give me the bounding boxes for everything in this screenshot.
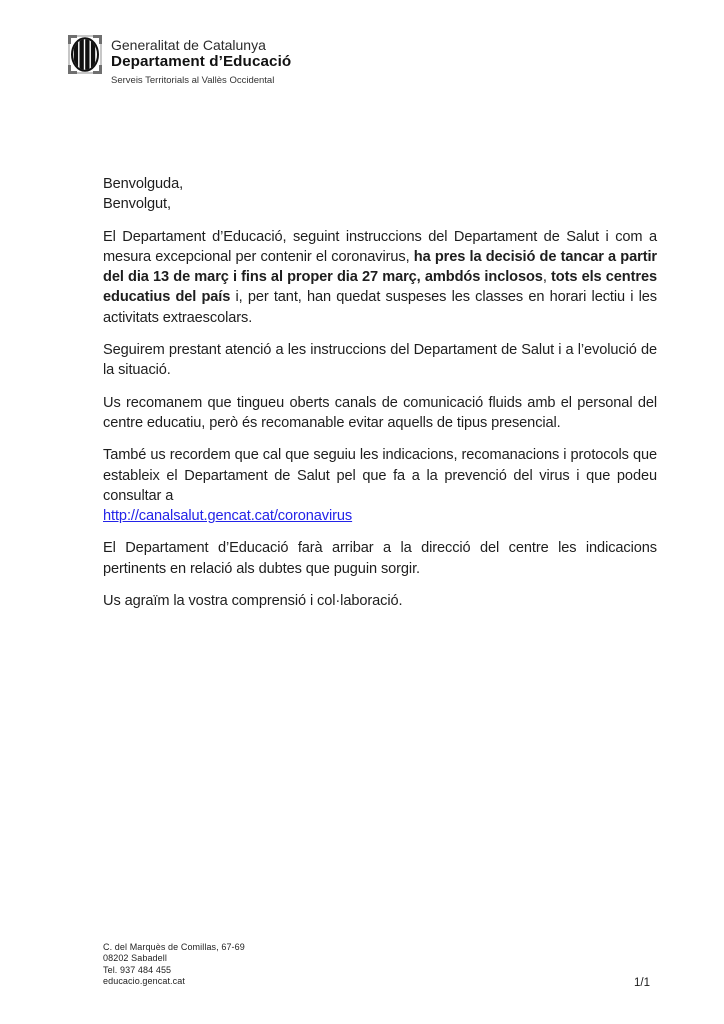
paragraph-health-protocols [103,445,657,526]
address-website: educacio.gencat.cat [103,975,185,986]
salutation-line-1: Benvolguda, [103,176,184,192]
paragraph-further-indications: El Departament d’Educació farà arribar a la direcció del centre les indicacions pertinents en relació als dubtes que puguin sorgir. [103,540,657,577]
paragraph-follow-instructions: Seguirem prestant atenció a les instruccions del Departament de Salut i a l’evolució de la situació. [103,342,657,379]
canalsalut-link[interactable]: http://canalsalut.gencat.cat/coronavirus [103,508,353,525]
footer-address-block [103,942,245,987]
territorial-unit: Serveis Territorials al Vallès Occidental [111,75,275,86]
p4-text: També us recordem que cal que seguiu les indicacions, recomanacions i protocols que estableix el Departament de Salut pel que fa a la prevenció del virus i que podeu consultar a [103,447,657,504]
org-name: Generalitat de Catalunya [111,37,266,53]
salutation [103,174,657,215]
address-phone: Tel. 937 484 455 [103,964,172,975]
address-street: C. del Marquès de Comillas, 67-69 [103,942,245,952]
letter-body [103,174,657,623]
salutation-line-2: Benvolgut, [103,196,171,213]
address-city: 08202 Sabadell [103,953,167,964]
paragraph-closure-announcement [103,227,657,328]
p1-bold-centres: tots els centres educatius del país [103,269,657,306]
p1-text-c: i, per tant, han quedat suspeses les classes en horari lectiu i les activitats extraescolars. [103,289,657,326]
page-number: 1/1 [634,977,650,989]
p1-text-b: , [542,269,551,286]
letterhead [68,35,291,86]
p1-bold-dates: ha pres la decisió de tancar a partir del dia 13 de març i fins al proper dia 27 març, ambdós inclosos [103,248,657,286]
paragraph-thanks: Us agraïm la vostra comprensió i col·laboració. [103,593,403,610]
department-name: Departament d’Educació [111,53,292,70]
paragraph-communication-channels: Us recomanem que tingueu oberts canals de comunicació fluids amb el personal del centre educatiu, però és recomanable evitar aquells de tipus presencial. [103,394,657,431]
p1-text-a: El Departament d’Educació, seguint instruccions del Departament de Salut i com a mesura excepcional per contenir el coronavirus, [103,228,657,265]
generalitat-logo-icon [68,35,102,74]
letterhead-text [111,35,291,86]
